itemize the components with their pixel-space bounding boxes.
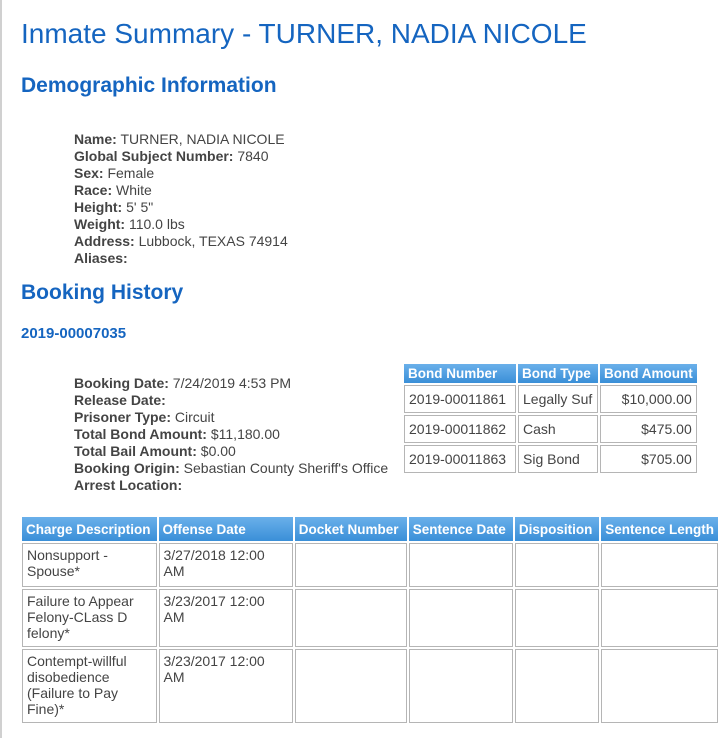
bond-type-cell: Cash	[518, 415, 598, 443]
demo-row-gsn	[74, 148, 288, 165]
charge-col-description[interactable]: Charge Description	[22, 517, 157, 541]
booking-row-arrest-location	[74, 477, 388, 494]
page-title: Inmate Summary - TURNER, NADIA NICOLE	[21, 18, 587, 49]
charge-table	[20, 515, 720, 725]
charge-sentence-length-cell	[601, 649, 718, 723]
charge-sentence-length-cell	[601, 543, 718, 587]
charge-docket-cell	[295, 543, 407, 587]
charge-offense-date-cell: 3/23/2017 12:00 AM	[159, 589, 293, 647]
table-row	[404, 415, 697, 443]
demo-row-aliases	[74, 250, 288, 267]
booking-value: 7/24/2019 4:53 PM	[172, 375, 292, 391]
booking-label: Release Date:	[74, 392, 166, 408]
charge-disposition-cell	[515, 649, 599, 723]
demo-label: Weight:	[74, 216, 126, 232]
charge-disposition-cell	[515, 543, 599, 587]
booking-label: Total Bond Amount:	[74, 426, 207, 442]
bond-type-cell: Sig Bond	[518, 445, 598, 473]
booking-row-total-bond	[74, 426, 388, 443]
charge-docket-cell	[295, 589, 407, 647]
booking-value: $11,180.00	[210, 426, 280, 442]
demo-row-race	[74, 182, 288, 199]
charge-col-offense-date[interactable]: Offense Date	[159, 517, 293, 541]
demo-row-height	[74, 199, 288, 216]
bond-amount-cell: $705.00	[600, 445, 697, 473]
charge-sentence-date-cell	[409, 589, 513, 647]
bond-number-cell: 2019-00011863	[404, 445, 516, 473]
table-row	[22, 543, 718, 587]
bond-table-header-row	[404, 364, 697, 383]
demo-label: Name:	[74, 131, 117, 147]
demographics-info	[74, 131, 288, 267]
booking-row-origin	[74, 460, 388, 477]
demo-value: TURNER, NADIA NICOLE	[120, 131, 285, 147]
charge-description-cell: Failure to Appear Felony-CLass D felony*	[22, 589, 157, 647]
booking-row-release	[74, 392, 388, 409]
demo-row-name	[74, 131, 288, 148]
demo-value: 5' 5"	[126, 199, 154, 215]
booking-row-date	[74, 375, 388, 392]
table-row	[404, 445, 697, 473]
demo-row-address	[74, 233, 288, 250]
demo-label: Aliases:	[74, 250, 128, 266]
booking-number: 2019-00007035	[21, 325, 127, 342]
booking-row-total-bail	[74, 443, 388, 460]
booking-label: Prisoner Type:	[74, 409, 171, 425]
demo-value: Lubbock, TEXAS 74914	[138, 233, 288, 249]
charge-sentence-length-cell	[601, 589, 718, 647]
charge-sentence-date-cell	[409, 543, 513, 587]
booking-value: $0.00	[200, 443, 236, 459]
bond-table	[402, 362, 699, 475]
charge-offense-date-cell: 3/23/2017 12:00 AM	[159, 649, 293, 723]
booking-info	[74, 375, 388, 494]
demo-value: 7840	[237, 148, 269, 164]
bond-number-cell: 2019-00011862	[404, 415, 516, 443]
charge-col-disposition[interactable]: Disposition	[515, 517, 599, 541]
demo-label: Race:	[74, 182, 113, 198]
page-left-border	[0, 0, 2, 738]
bond-amount-cell: $475.00	[600, 415, 697, 443]
charge-col-sentence-date[interactable]: Sentence Date	[409, 517, 513, 541]
booking-label: Arrest Location:	[74, 477, 183, 493]
demographics-heading: Demographic Information	[21, 74, 277, 97]
table-row	[22, 649, 718, 723]
booking-history-heading: Booking History	[21, 281, 184, 304]
charge-table-header-row	[22, 517, 718, 541]
table-row	[22, 589, 718, 647]
charge-description-cell: Contempt-willful disobedience (Failure to Pay Fine)*	[22, 649, 157, 723]
demo-value: White	[116, 182, 152, 198]
bond-number-cell: 2019-00011861	[404, 385, 516, 413]
table-row	[404, 385, 697, 413]
bond-amount-cell: $10,000.00	[600, 385, 697, 413]
demo-label: Address:	[74, 233, 135, 249]
charge-col-sentence-length[interactable]: Sentence Length	[601, 517, 718, 541]
charge-col-docket-number[interactable]: Docket Number	[295, 517, 407, 541]
charge-offense-date-cell: 3/27/2018 12:00 AM	[159, 543, 293, 587]
booking-value: Sebastian County Sheriff's Office	[183, 460, 389, 476]
charge-docket-cell	[295, 649, 407, 723]
bond-col-number[interactable]: Bond Number	[404, 364, 516, 383]
booking-row-prisoner-type	[74, 409, 388, 426]
booking-label: Booking Origin:	[74, 460, 180, 476]
demo-row-sex	[74, 165, 288, 182]
demo-value: 110.0 lbs	[128, 216, 185, 232]
bond-type-cell: Legally Suf	[518, 385, 598, 413]
demo-value: Female	[107, 165, 155, 181]
booking-label: Booking Date:	[74, 375, 169, 391]
booking-label: Total Bail Amount:	[74, 443, 197, 459]
bond-col-type[interactable]: Bond Type	[518, 364, 598, 383]
charge-description-cell: Nonsupport - Spouse*	[22, 543, 157, 587]
demo-label: Global Subject Number:	[74, 148, 234, 164]
demo-row-weight	[74, 216, 288, 233]
charge-sentence-date-cell	[409, 649, 513, 723]
demo-label: Height:	[74, 199, 123, 215]
demo-label: Sex:	[74, 165, 104, 181]
bond-col-amount[interactable]: Bond Amount	[600, 364, 697, 383]
booking-value: Circuit	[174, 409, 215, 425]
charge-disposition-cell	[515, 589, 599, 647]
